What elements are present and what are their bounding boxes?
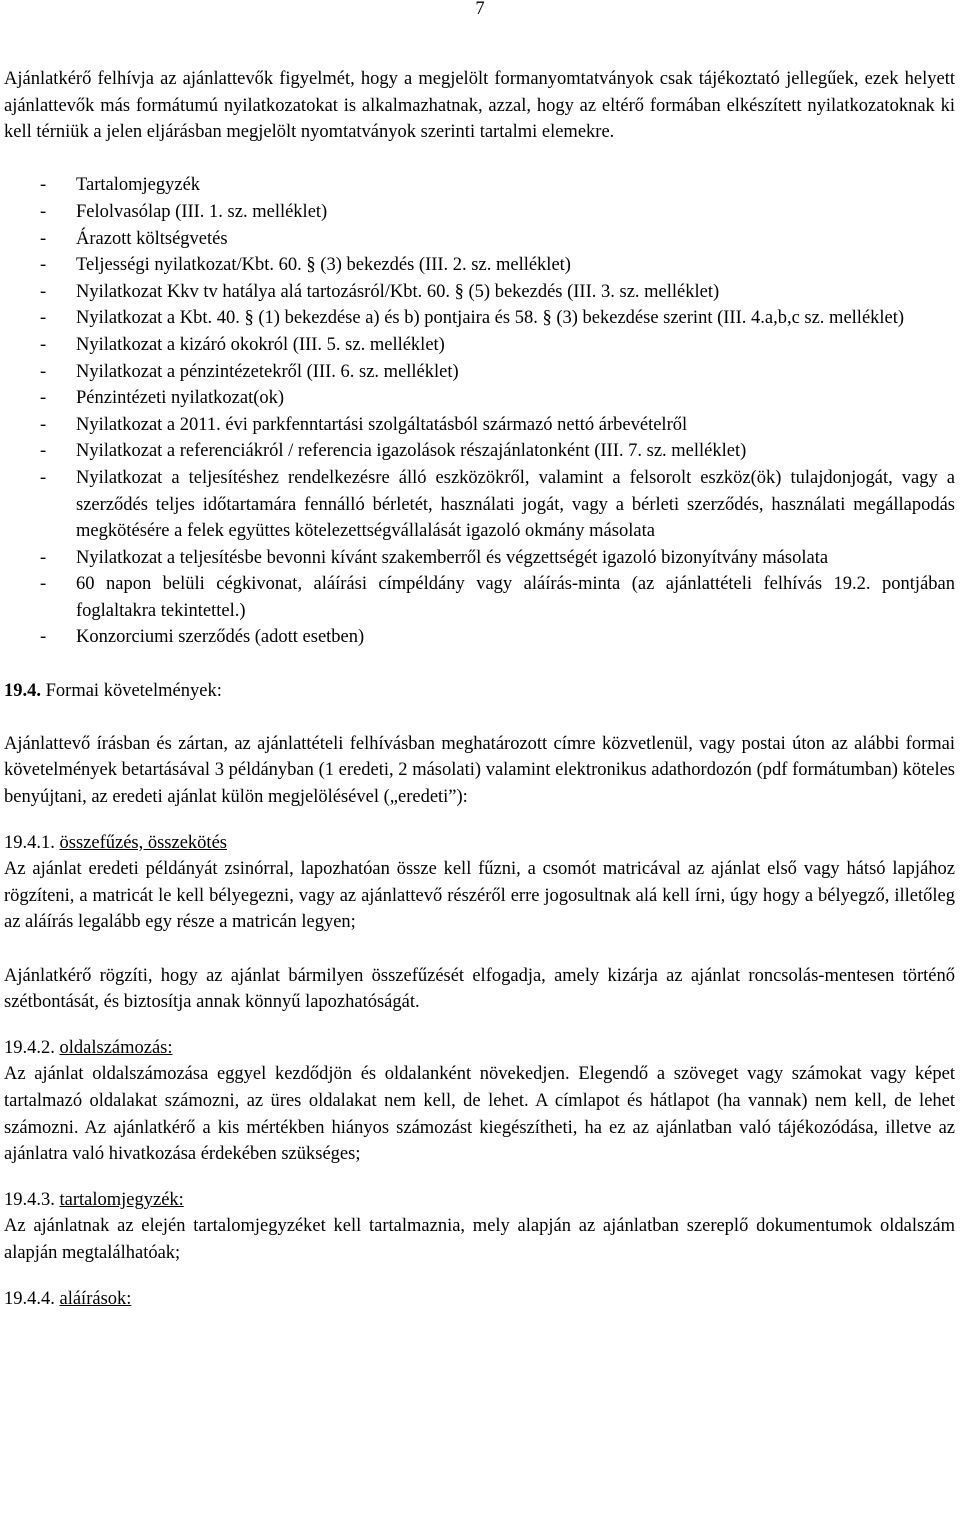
section-19-4-1-paragraph-1: Az ajánlat eredeti példányát zsinórral, lapozhatóan össze kell fűzni, a csomót matricával az ajánlat első vagy hátsó lapjához rögzíteni, a matricát le kell bélyegezni, vagy az ajánlattevő részéről erre jogosultnak alá kell írni, úgy hogy a bélyegző, illetőleg az aláírás legalább egy része a matricán legyen; bbox=[4, 859, 955, 933]
list-item: - Nyilatkozat Kkv tv hatálya alá tartozásról/Kbt. 60. § (5) bekezdés (III. 3. sz. melléklet) bbox=[4, 279, 955, 306]
list-item: - Nyilatkozat a teljesítéshez rendelkezésre álló eszközökről, valamint a felsorolt eszköz(ök) tulajdonjogát, vagy a szerződés teljes időtartamára fennálló bérletét, használati jogát, vagy a bérleti szerződés, használati megállapodás megkötésére a felek együttes kötelezettségvállalását igazoló okmány másolata bbox=[4, 465, 955, 545]
required-documents-list bbox=[4, 172, 955, 651]
list-item: - Nyilatkozat a 2011. évi parkfenntartási szolgáltatásból származó nettó árbevételről bbox=[4, 412, 955, 439]
section-19-4-3-heading bbox=[4, 1187, 955, 1214]
list-item: - Felolvasólap (III. 1. sz. melléklet) bbox=[4, 199, 955, 226]
list-item: - Nyilatkozat a kizáró okokról (III. 5. sz. melléklet) bbox=[4, 332, 955, 359]
section-19-4-2-heading bbox=[4, 1035, 955, 1062]
intro-paragraph: Ajánlatkérő felhívja az ajánlattevők figyelmét, hogy a megjelölt formanyomtatványok csak tájékoztató jellegűek, ezek helyett ajánlattevők más formátumú nyilatkozatokat is alkalmazhatnak, azzal, hogy az eltérő formában elkészített nyilatkozatoknak ki kell térniük a jelen eljárásban megjelölt nyomtatványok szerinti tartalmi elemekre. bbox=[4, 69, 955, 143]
section-19-4-1-paragraph-2: Ajánlatkérő rögzíti, hogy az ajánlat bármilyen összefűzését elfogadja, amely kizárja az ajánlat roncsolás-mentesen történő szétbontását, és biztosítja annak könnyű lapozhatóságát. bbox=[4, 965, 955, 1013]
subsection-title: tartalomjegyzék: bbox=[59, 1189, 184, 1210]
list-item: - 60 napon belüli cégkivonat, aláírási címpéldány vagy aláírás-minta (az ajánlattételi felhívás 19.2. pontjában foglaltakra tekintettel.) bbox=[4, 571, 955, 624]
list-item: - Nyilatkozat a pénzintézetekről (III. 6. sz. melléklet) bbox=[4, 359, 955, 386]
section-19-4-2-paragraph: Az ajánlat oldalszámozása eggyel kezdődjön és oldalanként növekedjen. Elegendő a szöveget vagy számokat vagy képet tartalmazó oldalakat számozni, az üres oldalakat nem kell, de lehet. A címlapot és hátlapot (ha vannak) nem kell, de lehet számozni. Az ajánlatkérő a kis mértékben hiányos számozást kiegészítheti, ha ez az ajánlatban való tájékozódása, illetve az ajánlatra való hivatkozása érdekében szükséges; bbox=[4, 1064, 955, 1165]
section-19-4-1-heading bbox=[4, 830, 955, 857]
subsection-number: 19.4.4. bbox=[4, 1288, 60, 1309]
page-number: 7 bbox=[475, 0, 485, 19]
list-item: - Nyilatkozat a teljesítésbe bevonni kívánt szakemberről és végzettségét igazoló bizonyítvány másolata bbox=[4, 545, 955, 572]
list-item: - Árazott költségvetés bbox=[4, 226, 955, 253]
section-19-4-heading bbox=[4, 678, 955, 705]
section-19-4-paragraph: Ajánlattevő írásban és zártan, az ajánlattételi felhívásban meghatározott címre közvetlenül, vagy postai úton az alábbi formai követelmények betartásával 3 példányban (1 eredeti, 2 másolati) valamint elektronikus adathordozón (pdf formátumban) köteles benyújtani, az eredeti ajánlat külön megjelölésével („eredeti”): bbox=[4, 733, 955, 808]
subsection-number: 19.4.1. bbox=[4, 832, 60, 853]
list-item: - Tartalomjegyzék bbox=[4, 172, 955, 199]
subsection-title: aláírások: bbox=[59, 1288, 132, 1309]
list-item: - Teljességi nyilatkozat/Kbt. 60. § (3) bekezdés (III. 2. sz. melléklet) bbox=[4, 252, 955, 279]
subsection-number: 19.4.3. bbox=[4, 1189, 60, 1210]
list-item: - Nyilatkozat a Kbt. 40. § (1) bekezdése a) és b) pontjaira és 58. § (3) bekezdése szerint (III. 4.a,b,c sz. melléklet) bbox=[4, 305, 955, 332]
list-item: - Konzorciumi szerződés (adott esetben) bbox=[4, 624, 955, 651]
section-19-4-3-paragraph: Az ajánlatnak az elején tartalomjegyzéket kell tartalmaznia, mely alapján az ajánlatban szereplő dokumentumok oldalszám alapján megtalálhatóak; bbox=[4, 1216, 955, 1263]
document-body bbox=[4, 66, 955, 1312]
list-item: - Nyilatkozat a referenciákról / referencia igazolások részajánlatonként (III. 7. sz. melléklet) bbox=[4, 438, 955, 465]
list-item: - Pénzintézeti nyilatkozat(ok) bbox=[4, 385, 955, 412]
subsection-title: oldalszámozás: bbox=[59, 1037, 173, 1058]
section-number: 19.4. bbox=[4, 680, 41, 701]
subsection-title: összefűzés, összekötés bbox=[59, 832, 227, 853]
section-19-4-4-heading bbox=[4, 1286, 955, 1313]
subsection-number: 19.4.2. bbox=[4, 1037, 60, 1058]
section-title: Formai követelmények: bbox=[41, 680, 222, 701]
